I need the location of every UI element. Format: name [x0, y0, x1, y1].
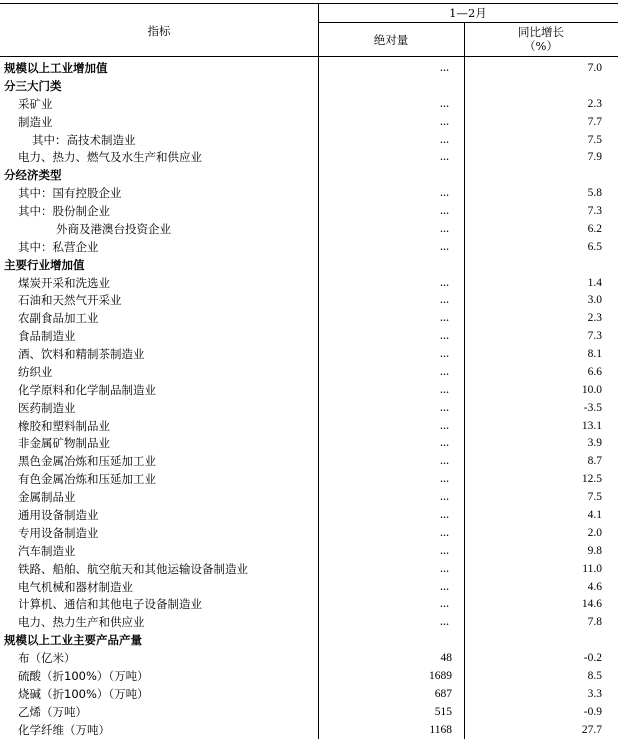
row-label: 电力、热力、燃气及水生产和供应业 — [18, 150, 202, 165]
header-yoy-unit: （%） — [524, 39, 558, 53]
yoy-value: 13.1 — [581, 419, 602, 432]
absolute-value: … — [440, 63, 450, 73]
absolute-value: … — [440, 420, 450, 431]
absolute-value: 48 — [440, 652, 452, 665]
row-label: 布（亿米） — [18, 651, 76, 666]
row-label: 制造业 — [18, 114, 53, 129]
row-label: 黑色金属冶炼和压延加工业 — [18, 454, 156, 469]
table-row — [0, 238, 618, 256]
row-label: 有色金属冶炼和压延加工业 — [18, 472, 156, 487]
absolute-value: … — [440, 599, 450, 610]
table-top-border — [0, 3, 618, 4]
header-sub-divider — [318, 22, 618, 23]
row-label: 食品制造业 — [18, 329, 76, 344]
section-header-row — [0, 166, 618, 184]
row-label: 专用设备制造业 — [18, 525, 99, 540]
yoy-value: -0.2 — [583, 652, 602, 665]
absolute-value: 1168 — [429, 723, 452, 736]
table-row — [0, 703, 618, 721]
yoy-value: 3.9 — [587, 437, 602, 450]
row-label: 其中：股份制企业 — [18, 204, 110, 219]
header-indicator: 指标 — [147, 24, 171, 38]
table-row — [0, 309, 618, 327]
yoy-value: 7.3 — [587, 330, 602, 343]
absolute-value: 515 — [434, 705, 452, 718]
yoy-value: 3.0 — [587, 294, 602, 307]
yoy-value: 12.5 — [581, 473, 602, 486]
table-row — [0, 417, 618, 435]
section-header-row — [0, 256, 618, 274]
header-yoy: 同比增长 — [518, 25, 564, 39]
row-label: 纺织业 — [18, 364, 53, 379]
row-label: 分经济类型 — [4, 168, 62, 183]
absolute-value: … — [440, 152, 450, 163]
yoy-value: 8.1 — [587, 348, 602, 361]
table-row — [0, 470, 618, 488]
row-label: 电气机械和器材制造业 — [18, 579, 133, 594]
table-row — [0, 542, 618, 560]
table-row — [0, 113, 618, 131]
absolute-value: … — [440, 349, 450, 360]
absolute-value: … — [440, 527, 450, 538]
yoy-value: 5.8 — [587, 187, 602, 200]
table-row — [0, 452, 618, 470]
row-label: 酒、饮料和精制茶制造业 — [18, 347, 145, 362]
table-row — [0, 667, 618, 685]
absolute-value: … — [440, 116, 450, 127]
table-row — [0, 649, 618, 667]
row-label: 规模以上工业主要产品产量 — [4, 633, 142, 648]
absolute-value: … — [440, 134, 450, 145]
yoy-value: 8.5 — [587, 669, 602, 682]
yoy-value: 1.4 — [587, 276, 602, 289]
yoy-value: -0.9 — [583, 705, 602, 718]
yoy-value: 6.6 — [587, 365, 602, 378]
absolute-value: … — [440, 295, 450, 306]
table-row — [0, 399, 618, 417]
row-label: 主要行业增加值 — [4, 257, 85, 272]
row-label: 橡胶和塑料制品业 — [18, 418, 110, 433]
header-absolute: 绝对量 — [373, 33, 409, 47]
table-row — [0, 613, 618, 631]
yoy-value: 7.5 — [587, 133, 602, 146]
row-label: 计算机、通信和其他电子设备制造业 — [18, 597, 202, 612]
row-label: 采矿业 — [18, 96, 53, 111]
yoy-value: 4.6 — [587, 580, 602, 593]
absolute-value: … — [440, 402, 450, 413]
table-row — [0, 184, 618, 202]
absolute-value: … — [440, 331, 450, 342]
table-row — [0, 345, 618, 363]
row-label: 硫酸（折100%）（万吨） — [18, 668, 149, 683]
row-label: 外商及港澳台投资企业 — [56, 221, 171, 236]
row-label: 非金属矿物制品业 — [18, 436, 110, 451]
absolute-value: … — [440, 313, 450, 324]
table-row — [0, 434, 618, 452]
row-label: 铁路、船舶、航空航天和其他运输设备制造业 — [18, 561, 248, 576]
yoy-value: 7.9 — [587, 151, 602, 164]
yoy-value: 4.1 — [587, 509, 602, 521]
table-row — [0, 131, 618, 149]
table-row — [0, 291, 618, 309]
row-label: 煤炭开采和洗选业 — [18, 275, 110, 290]
absolute-value: … — [440, 241, 450, 252]
absolute-value: … — [440, 98, 450, 109]
table-row — [0, 595, 618, 613]
row-label: 规模以上工业增加值 — [4, 61, 108, 75]
table-row — [0, 560, 618, 578]
yoy-value: 9.8 — [587, 544, 602, 557]
row-label: 其中：私营企业 — [18, 239, 99, 254]
row-label: 化学纤维（万吨） — [18, 722, 110, 737]
header-period: 1—2月 — [449, 6, 487, 20]
absolute-value: … — [440, 456, 450, 467]
row-label: 医药制造业 — [18, 400, 76, 415]
row-label: 化学原料和化学制品制造业 — [18, 382, 156, 397]
absolute-value: 687 — [434, 687, 452, 700]
yoy-value: 10.0 — [581, 383, 602, 396]
yoy-value: 27.7 — [581, 723, 602, 736]
absolute-value: … — [440, 510, 450, 520]
yoy-value: 2.3 — [587, 97, 602, 110]
row-label: 石油和天然气开采业 — [18, 293, 122, 308]
header-bottom-border — [0, 56, 618, 57]
table-row — [0, 381, 618, 399]
absolute-value: … — [440, 438, 450, 449]
row-label: 金属制品业 — [18, 490, 76, 505]
row-label: 分三大门类 — [4, 78, 62, 93]
table-row — [0, 202, 618, 220]
absolute-value: … — [440, 617, 450, 628]
table-row — [0, 488, 618, 506]
table-row — [0, 95, 618, 113]
section-header-row — [0, 77, 618, 95]
table-row — [0, 721, 618, 739]
row-label: 通用设备制造业 — [18, 508, 99, 522]
yoy-value: 6.5 — [587, 240, 602, 253]
absolute-value: … — [440, 188, 450, 199]
table-row — [0, 327, 618, 345]
table-row — [0, 506, 618, 524]
yoy-value: -3.5 — [583, 401, 602, 414]
yoy-value: 7.5 — [587, 491, 602, 504]
absolute-value: … — [440, 366, 450, 377]
absolute-value: … — [440, 223, 450, 234]
absolute-value: … — [440, 206, 450, 217]
row-label: 汽车制造业 — [18, 543, 76, 558]
absolute-value: … — [440, 277, 450, 288]
row-label: 乙烯（万吨） — [18, 704, 87, 719]
yoy-value: 14.6 — [581, 598, 602, 611]
yoy-value: 7.7 — [587, 115, 602, 128]
table-row — [0, 220, 618, 238]
absolute-value: … — [440, 384, 450, 395]
section-header-row — [0, 631, 618, 649]
yoy-value: 7.3 — [587, 205, 602, 218]
row-label: 农副食品加工业 — [18, 311, 99, 326]
absolute-value: … — [440, 581, 450, 592]
yoy-value: 2.3 — [587, 312, 602, 325]
yoy-value: 7.8 — [587, 616, 602, 629]
row-label: 其中：高技术制造业 — [32, 132, 136, 147]
yoy-value: 7.0 — [587, 62, 602, 74]
absolute-value: … — [440, 545, 450, 556]
absolute-value: 1689 — [429, 669, 452, 682]
yoy-value: 6.2 — [587, 222, 602, 235]
row-label: 烧碱（折100%）（万吨） — [18, 686, 149, 701]
table-row — [0, 274, 618, 292]
absolute-value: … — [440, 474, 450, 485]
yoy-value: 8.7 — [587, 455, 602, 468]
table-row — [0, 148, 618, 166]
table-row — [0, 578, 618, 596]
absolute-value: … — [440, 563, 450, 574]
table-row — [0, 363, 618, 381]
yoy-value: 3.3 — [587, 687, 602, 700]
yoy-value: 2.0 — [587, 526, 602, 539]
row-label: 其中：国有控股企业 — [18, 186, 122, 201]
row-label: 电力、热力生产和供应业 — [18, 615, 145, 630]
absolute-value: … — [440, 492, 450, 503]
table-row — [0, 524, 618, 542]
table-row — [0, 685, 618, 703]
yoy-value: 11.0 — [582, 562, 602, 575]
section-header-row — [0, 59, 618, 77]
